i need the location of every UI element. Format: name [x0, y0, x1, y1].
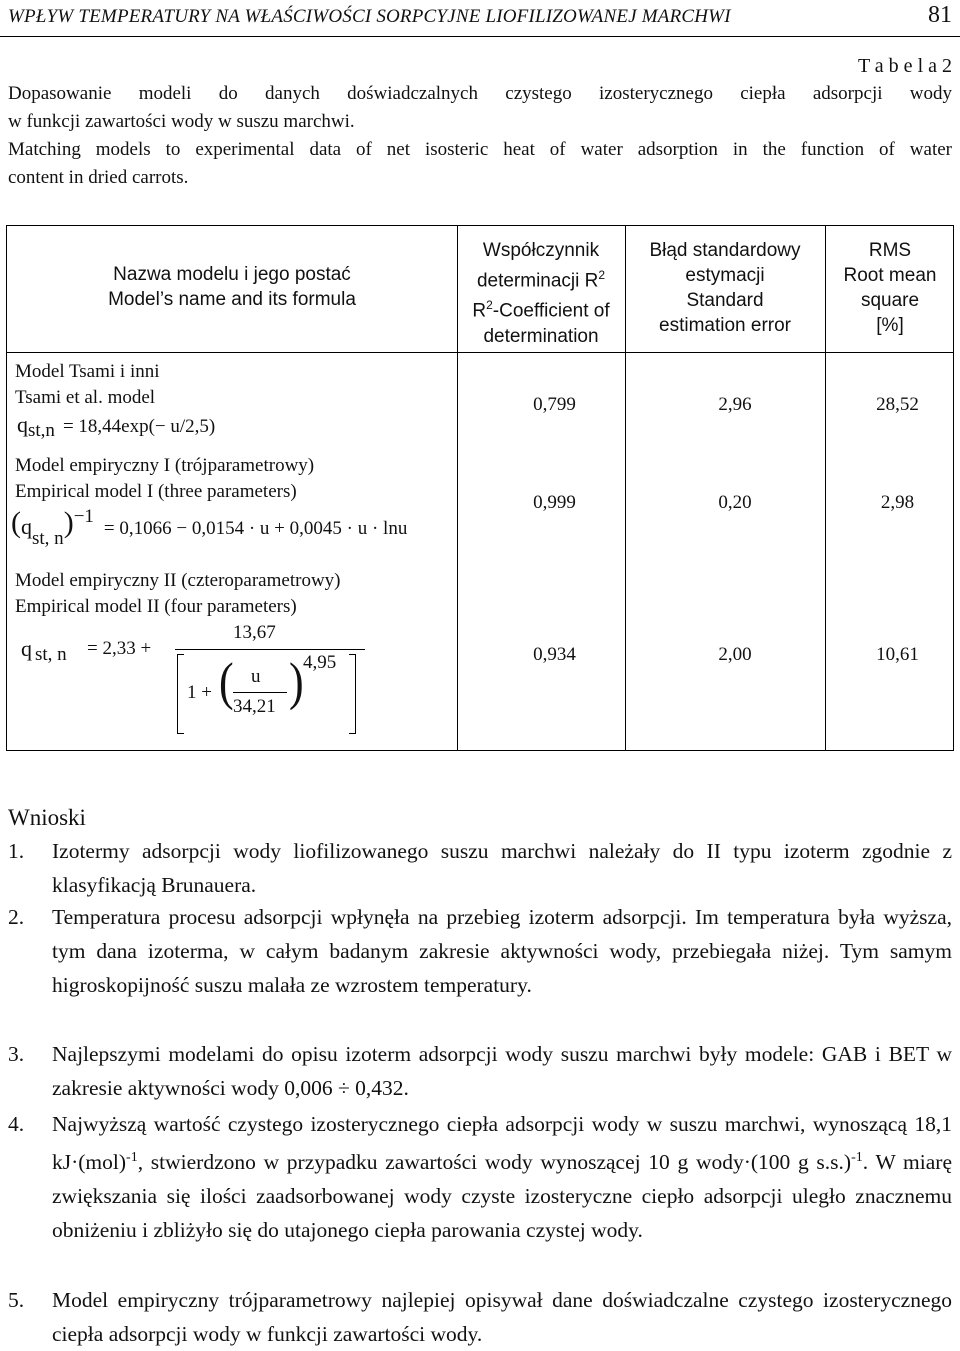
running-title: WPŁYW TEMPERATURY NA WŁAŚCIWOŚCI SORPCYJNE LIOFILIZOWANEJ MARCHWI	[8, 6, 731, 27]
model-2-name-pl: Model empiryczny I (trójparametrowy)	[15, 455, 315, 476]
model-3-name-en: Empirical model II (four parameters)	[15, 596, 297, 617]
models-table	[6, 225, 954, 751]
table-label: T a b e l a 2	[857, 55, 952, 77]
formula-u: u	[251, 666, 261, 687]
fraction-bar	[175, 649, 365, 650]
superscript-minus-one: -1	[851, 1150, 863, 1165]
header-r2-en-3: determination	[483, 325, 599, 347]
bracket-left	[177, 654, 184, 734]
model-2-name-en: Empirical model I (three parameters)	[15, 481, 297, 502]
header-err-pl-1: Błąd standardowy	[649, 240, 801, 261]
superscript-2: 2	[598, 268, 606, 282]
model-2-error: 0,20	[718, 492, 752, 513]
conclusion-item	[8, 1107, 952, 1247]
model-3-error: 2,00	[718, 644, 752, 665]
header-standard-error	[625, 238, 825, 338]
conclusion-text: Temperatura procesu adsorpcji wpłynęła na przebieg izoterm adsorpcji. Im temperatura była wyższa, tym dana izoterma, w całym badanym zakresie aktywności wody, przebiegała niżej. Tym samym higroskopijność suszu malała ze wzrostem temperatury.	[52, 905, 952, 997]
header-rms-3: square	[860, 290, 920, 311]
header-r2-pl-2	[457, 263, 625, 293]
header-rms-4: [%]	[876, 315, 904, 336]
model-1-formula	[17, 412, 216, 441]
formula-numerator: 13,67	[233, 622, 276, 643]
header-err-en-2: estimation error	[659, 315, 791, 336]
model-1-rms: 28,52	[876, 394, 919, 415]
formula-rhs: = 0,1066 − 0,0154 · u + 0,0045 · u · lnu	[103, 518, 408, 539]
formula-subscript: st, n	[32, 528, 64, 549]
conclusion-text-c: . W miarę zwiększania się ilości zaadsorbowanej wody czyste izosteryczne ciepło adsorpcji uległo znacznemu obniżeniu i zbliżyło się do utajonego ciepła parowania czystej wody.	[52, 1150, 952, 1243]
conclusion-item	[8, 834, 952, 902]
header-model-pl: Nazwa modelu i jego postać	[113, 264, 351, 285]
model-1-r2: 0,799	[533, 394, 576, 415]
formula-subscript: st, n	[35, 644, 67, 665]
model-1-error: 2,96	[718, 394, 752, 415]
conclusion-text: Model empiryczny trójparametrowy najlepiej opisywał dane doświadczalne czystego izosterycznego ciepła adsorpcji wody w funkcji zawartości wody.	[52, 1288, 952, 1346]
header-r2-pl-2-text: determinacji R	[476, 270, 599, 292]
conclusion-item	[8, 900, 952, 1002]
running-header	[0, 0, 960, 37]
model-2-label	[15, 453, 314, 505]
header-r2	[457, 238, 625, 349]
formula-paren-close: )	[63, 506, 74, 539]
caption-pl-line-2: w funkcji zawartości wody w suszu marchwi.	[8, 111, 355, 132]
conclusion-number: 5.	[8, 1288, 25, 1312]
model-3-name-pl: Model empiryczny II (czteroparametrowy)	[15, 570, 341, 591]
formula-equals: = 2,33 +	[87, 638, 152, 659]
header-r2-en-1	[457, 293, 625, 323]
bracket-right	[349, 654, 356, 734]
conclusion-number: 2.	[8, 905, 25, 929]
conclusion-text: Izotermy adsorpcji wody liofilizowanego suszu marchwi należały do II typu izoterm zgodnie z klasyfikacją Brunauera.	[52, 839, 952, 897]
header-r2-en-r: R	[472, 300, 487, 322]
header-r2-en-text: -Coefficient of	[492, 300, 610, 322]
conclusion-number: 3.	[8, 1042, 25, 1066]
model-2-formula	[11, 506, 408, 549]
paren-open-large: (	[219, 652, 234, 711]
formula-q: q	[17, 412, 28, 437]
conclusion-item	[8, 1037, 952, 1105]
model-3-rms: 10,61	[876, 644, 919, 665]
formula-q: q	[21, 636, 32, 661]
conclusion-number: 1.	[8, 839, 25, 863]
header-divider	[7, 352, 953, 353]
formula-one-plus: 1 +	[187, 682, 212, 703]
table-caption-english	[8, 136, 952, 192]
header-err-pl-2: estymacji	[685, 265, 765, 286]
header-model-name	[7, 262, 457, 312]
header-err-en-1: Standard	[686, 290, 764, 311]
conclusion-text-b: , stwierdzono w przypadku zawartości wody wynoszącej 10 g wody·(100 g s.s.)	[137, 1150, 852, 1175]
formula-paren-open: (	[11, 506, 21, 539]
caption-en-line-1: Matching models to experimental data of net isosteric heat of water adsorption in the function of water	[8, 139, 952, 160]
model-2-rms: 2,98	[880, 492, 915, 513]
model-1-name-en: Tsami et al. model	[15, 387, 156, 408]
header-rms-2: Root mean	[843, 265, 937, 286]
formula-q: q	[21, 514, 32, 539]
superscript-minus-one: -1	[126, 1150, 138, 1165]
conclusions-heading: Wnioski	[8, 805, 86, 831]
conclusion-text-a: Najwyższą wartość czystego izosterycznego ciepła adsorpcji wody w suszu marchwi, wynoszącą 18,1 kJ·(mol)	[52, 1112, 952, 1175]
formula-rhs: = 18,44exp(− u/2,5)	[62, 416, 216, 437]
model-2-r2: 0,999	[533, 492, 576, 513]
header-r2-pl-1: Współczynnik	[482, 240, 600, 261]
header-rms	[825, 238, 955, 338]
model-1-name-pl: Model Tsami i inni	[15, 361, 160, 382]
header-model-en: Model’s name and its formula	[108, 289, 356, 310]
model-1-label	[15, 359, 160, 411]
superscript-2: 2	[486, 298, 493, 313]
paren-close-large: )	[289, 652, 304, 711]
formula-denominator: 34,21	[233, 696, 276, 717]
caption-pl-line-1: Dopasowanie modeli do danych doświadczalnych czystego izosterycznego ciepła adsorpcji wody	[8, 83, 952, 104]
conclusion-text: Najlepszymi modelami do opisu izoterm adsorpcji wody suszu marchwi były modele: GAB i BET w zakresie aktywności wody 0,006 ÷ 0,432.	[52, 1042, 952, 1100]
conclusion-item	[8, 1283, 952, 1351]
header-rms-1: RMS	[868, 240, 912, 261]
formula-exponent: 4,95	[303, 652, 337, 673]
page-number: 81	[928, 2, 952, 28]
caption-en-line-2: content in dried carrots.	[8, 167, 189, 188]
formula-subscript: st,n	[28, 420, 55, 441]
formula-exponent: −1	[73, 506, 94, 527]
table-caption-polish	[8, 80, 952, 136]
model-3-r2: 0,934	[533, 644, 576, 665]
inner-fraction-bar	[233, 692, 287, 693]
conclusion-number: 4.	[8, 1112, 25, 1136]
model-3-label	[15, 568, 341, 620]
